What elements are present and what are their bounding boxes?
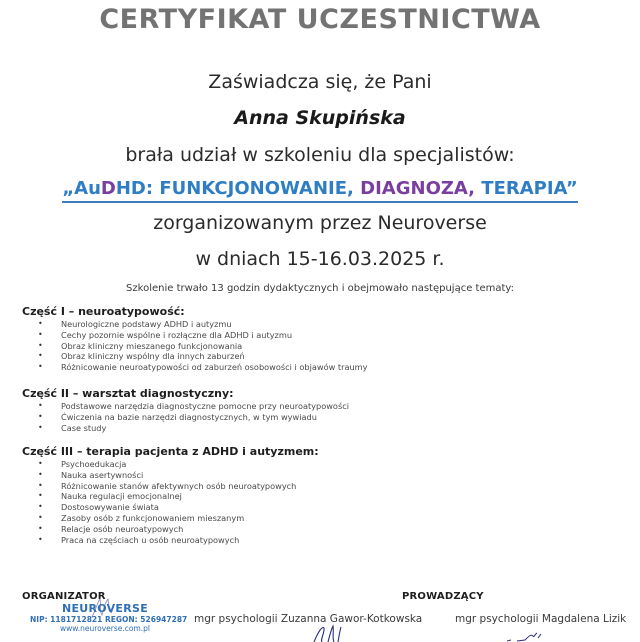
section-heading: Część I – neuroatypowość: (22, 305, 185, 318)
bullet-icon: • (38, 411, 43, 421)
course-title-part-d: D (100, 178, 116, 199)
participation-line: brała udział w szkoleniu dla specjalistów: (125, 144, 515, 166)
list-item-text: Psychoedukacja (61, 459, 127, 469)
participant-name: Anna Skupińska (234, 107, 406, 129)
lecturer-2-name: mgr psychologii Magdalena Lizik (455, 613, 627, 625)
list-item-text: Nauka asertywności (61, 469, 144, 480)
section-heading: Część III – terapia pacjenta z ADHD i autyzmem: (22, 445, 319, 458)
list-item-text: Neurologiczne podstawy ADHD i autyzmu (61, 319, 232, 329)
bullet-icon: • (38, 534, 43, 544)
list-item (22, 502, 622, 513)
course-title-part-au: „Au (62, 178, 101, 199)
list-item (22, 535, 622, 546)
list-item (22, 491, 622, 502)
list-item (22, 401, 622, 412)
bullet-icon: • (38, 329, 43, 339)
course-title-part-terapia: TERAPIA” (475, 178, 578, 199)
list-item-text: Praca na częściach u osób neuroatypowych (61, 534, 240, 545)
bullet-icon: • (38, 362, 43, 372)
list-item-text: Dostosowywanie świata (61, 502, 159, 513)
organizer-stamp (30, 602, 188, 633)
organizer-label: ORGANIZATOR (22, 591, 106, 602)
dates-line: w dniach 15-16.03.2025 r. (195, 248, 445, 270)
organizer-ids: NIP: 1181712821 REGON: 526947287 (30, 615, 188, 624)
list-item (22, 362, 622, 373)
list-item-text: Zasoby osób z funkcjonowaniem mieszanym (61, 512, 245, 523)
section-part-3 (22, 445, 622, 545)
list-item (22, 513, 622, 524)
list-item (22, 423, 622, 434)
list-item (22, 351, 622, 362)
list-item (22, 524, 622, 535)
section-heading: Część II – warsztat diagnostyczny: (22, 387, 234, 400)
section-part-2 (22, 387, 622, 433)
organizer-website: www.neuroverse.com.pl (59, 624, 150, 633)
bullet-icon: • (38, 422, 43, 432)
lecturers-label: PROWADZĄCY (402, 591, 484, 602)
bullet-icon: • (38, 512, 43, 522)
list-item-text: Relacje osób neuroatypowych (61, 523, 184, 534)
list-item (22, 481, 622, 492)
list-item-text: Obraz kliniczny wspólny dla innych zaburzeń (61, 351, 245, 362)
list-item (22, 412, 622, 423)
topic-list (22, 319, 622, 373)
bullet-icon: • (38, 480, 43, 490)
bullet-icon: • (38, 459, 43, 468)
bullet-icon: • (38, 351, 43, 361)
bullet-icon: • (38, 319, 43, 328)
bullet-icon: • (38, 502, 43, 512)
course-title-underlined (62, 178, 577, 203)
list-item-text: Nauka regulacji emocjonalnej (61, 491, 182, 502)
course-title-part-hd: HD: FUNKCJONOWANIE, (115, 178, 361, 199)
list-item-text: Podstawowe narzędzia diagnostyczne pomocne przy neuroatypowości (61, 401, 349, 411)
course-title-part-diagnoza: DIAGNOZA, (360, 178, 476, 199)
organized-line: zorganizowanym przez Neuroverse (153, 212, 487, 234)
course-title (0, 178, 640, 203)
list-item-text: Case study (61, 422, 107, 433)
list-item-text: Obraz kliniczny mieszanego funkcjonowania (61, 340, 243, 351)
bullet-icon: • (38, 469, 43, 479)
bullet-icon: • (38, 523, 43, 533)
list-item (22, 470, 622, 481)
list-item (22, 341, 622, 352)
list-item-text: Różnicowanie neuroatypowości od zaburzeń osobowości i objawów traumy (61, 362, 368, 373)
topic-list (22, 401, 622, 433)
lecturer-1-name: mgr psychologii Zuzanna Gawor-Kotkowska (194, 613, 423, 625)
summary-line: Szkolenie trwało 13 godzin dydaktycznych i obejmowało następujące tematy: (126, 283, 514, 294)
bullet-icon: • (38, 340, 43, 350)
lecturer-2-signature-icon (505, 630, 545, 642)
organizer-brand: NEUROVERSE (61, 602, 149, 615)
topic-list (22, 459, 622, 545)
list-item (22, 319, 622, 330)
list-item-text: Cechy pozornie wspólne i rozłączne dla ADHD i autyzmu (61, 329, 293, 340)
attest-line: Zaświadcza się, że Pani (208, 71, 432, 93)
list-item-text: Różnicowanie stanów afektywnych osób neuroatypowych (61, 480, 297, 491)
bullet-icon: • (38, 401, 43, 410)
certificate-title: CERTYFIKAT UCZESTNICTWA (99, 4, 541, 35)
section-part-1 (22, 305, 622, 373)
list-item-text: Ćwiczenia na bazie narzędzi diagnostycznych, w tym wywiadu (61, 411, 317, 422)
list-item (22, 459, 622, 470)
bullet-icon: • (38, 491, 43, 501)
lecturer-1-signature-icon (300, 624, 360, 642)
list-item (22, 330, 622, 341)
